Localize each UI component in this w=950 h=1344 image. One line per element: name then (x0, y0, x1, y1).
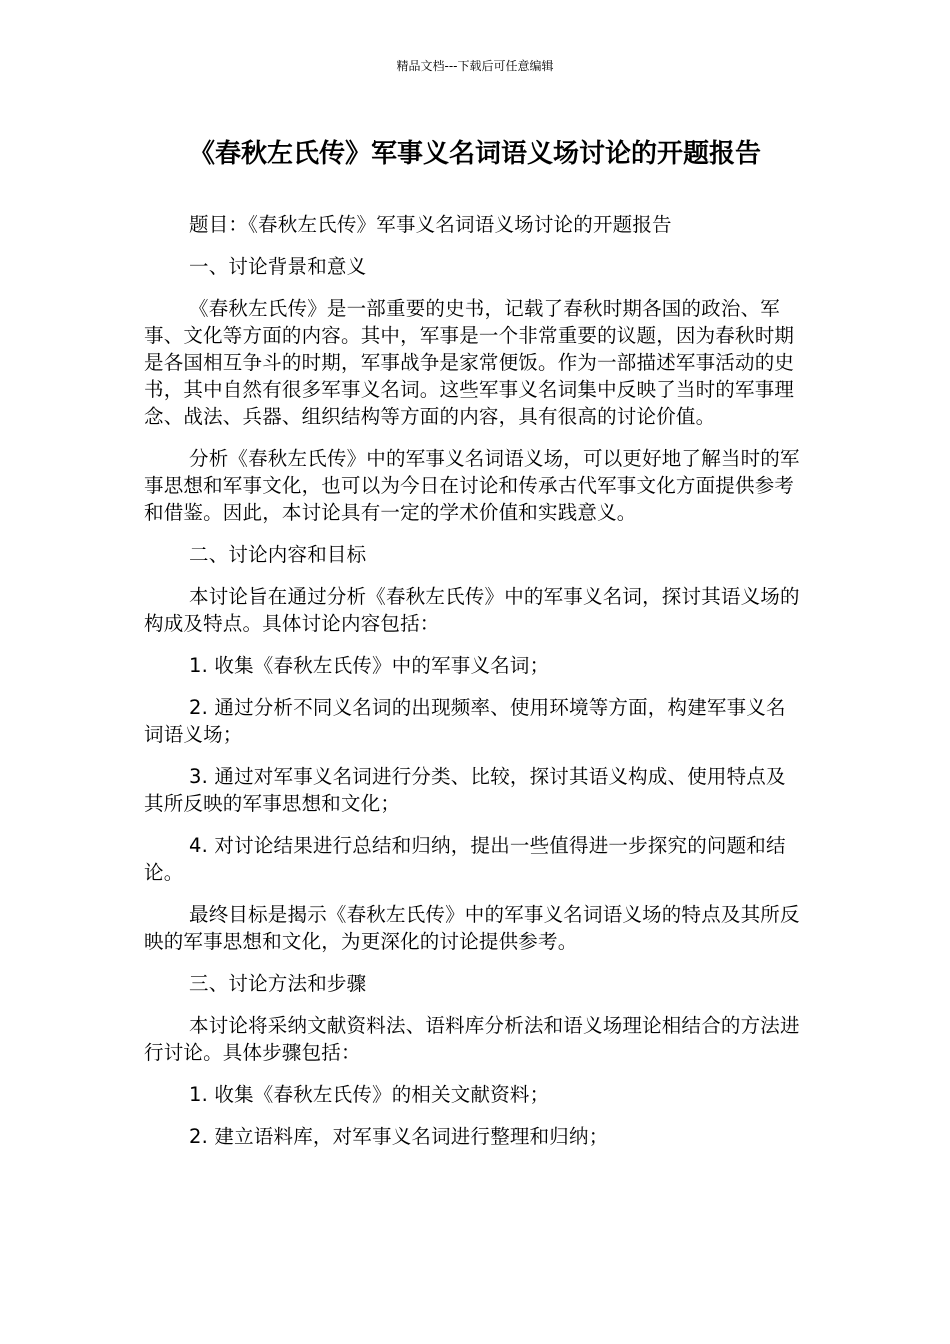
body-paragraph: 本讨论旨在通过分析《春秋左氏传》中的军事义名词，探讨其语义场的构成及特点。具体讨论内容包括： (144, 585, 800, 635)
list-item: 3. 通过对军事义名词进行分类、比较，探讨其语义构成、使用特点及其所反映的军事思想和文化； (144, 765, 786, 815)
body-paragraph: 《春秋左氏传》是一部重要的史书，记载了春秋时期各国的政治、军事、文化等方面的内容。其中，军事是一个非常重要的议题，因为春秋时期是各国相互争斗的时期，军事战争是家常便饭。作为一部描述军事活动的史书，其中自然有很多军事义名词。这些军事义名词集中反映了当时的军事理念、战法、兵器、组织结构等方面的内容，具有很高的讨论价值。 (144, 297, 795, 428)
body-paragraph: 本讨论将采纳文献资料法、语料库分析法和语义场理论相结合的方法进行讨论。具体步骤包括： (144, 1014, 800, 1064)
header-note: 精品文档---下载后可任意编辑 (396, 59, 554, 73)
section-heading-method: 三、讨论方法和步骤 (189, 972, 367, 995)
body-paragraph: 分析《春秋左氏传》中的军事义名词语义场，可以更好地了解当时的军事思想和军事文化，也可以为今日在讨论和传承古代军事文化方面提供参考和借鉴。因此，本讨论具有一定的学术价值和实践意义。 (144, 447, 800, 524)
list-item: 1. 收集《春秋左氏传》的相关文献资料； (189, 1083, 550, 1106)
list-item: 4. 对讨论结果进行总结和归纳，提出一些值得进一步探究的问题和结论。 (144, 834, 786, 884)
body-paragraph: 最终目标是揭示《春秋左氏传》中的军事义名词语义场的特点及其所反映的军事思想和文化，为更深化的讨论提供参考。 (144, 903, 800, 953)
subject-line: 题目：《春秋左氏传》军事义名词语义场讨论的开题报告 (189, 213, 672, 236)
document-body (144, 211, 804, 1165)
section-heading-background: 一、讨论背景和意义 (189, 255, 367, 278)
list-item: 1. 收集《春秋左氏传》中的军事义名词； (189, 654, 550, 677)
list-item: 2. 通过分析不同义名词的出现频率、使用环境等方面，构建军事义名词语义场； (144, 696, 786, 746)
list-item: 2. 建立语料库，对军事义名词进行整理和归纳； (189, 1125, 609, 1148)
section-heading-content: 二、讨论内容和目标 (189, 543, 367, 566)
document-title: 《春秋左氏传》军事义名词语义场讨论的开题报告 (188, 139, 761, 169)
